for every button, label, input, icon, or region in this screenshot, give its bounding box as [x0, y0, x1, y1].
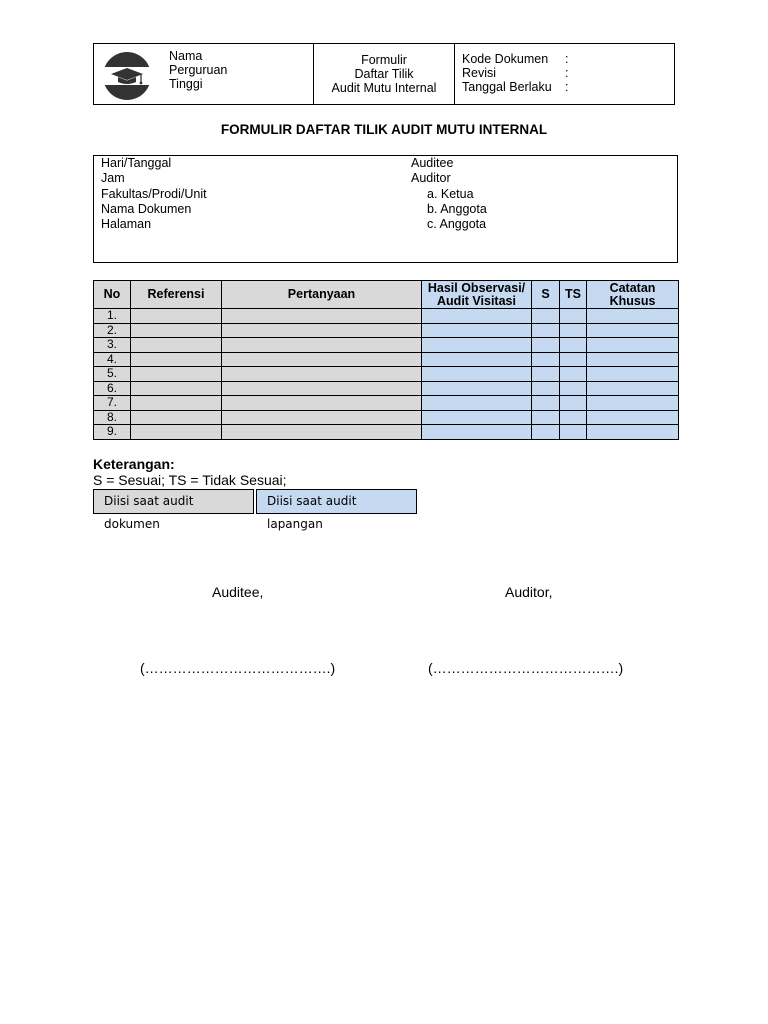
- header-referensi: Referensi: [131, 281, 222, 309]
- cell-ts[interactable]: [560, 367, 587, 382]
- cell-pertanyaan[interactable]: [222, 396, 422, 411]
- table-row: [94, 338, 679, 353]
- cell-ts[interactable]: [560, 352, 587, 367]
- cell-no: 4.: [94, 352, 131, 367]
- legend-blue-swatch: Diisi saat audit lapangan: [256, 489, 417, 514]
- cell-hasil-observasi[interactable]: [422, 396, 532, 411]
- document-title: FORMULIR DAFTAR TILIK AUDIT MUTU INTERNAL: [220, 122, 548, 137]
- cell-catatan[interactable]: [587, 323, 679, 338]
- cell-pertanyaan[interactable]: [222, 367, 422, 382]
- header-no: No: [94, 281, 131, 309]
- cell-catatan[interactable]: [587, 410, 679, 425]
- cell-hasil-observasi[interactable]: [422, 367, 532, 382]
- cell-pertanyaan[interactable]: [222, 410, 422, 425]
- cell-pertanyaan[interactable]: [222, 323, 422, 338]
- cell-hasil-observasi[interactable]: [422, 309, 532, 324]
- cell-referensi[interactable]: [131, 323, 222, 338]
- meta-label: Revisi: [462, 66, 497, 80]
- cell-ts[interactable]: [560, 396, 587, 411]
- cell-ts[interactable]: [560, 323, 587, 338]
- cell-referensi[interactable]: [131, 396, 222, 411]
- header-catatan-line: Catatan: [609, 280, 656, 295]
- table-row: [94, 410, 679, 425]
- form-title-line: Audit Mutu Internal: [331, 81, 437, 95]
- cell-no: 9.: [94, 425, 131, 440]
- info-field-label: Halaman: [101, 217, 152, 232]
- institution-cell: [94, 44, 314, 104]
- cell-no: 2.: [94, 323, 131, 338]
- cell-no: 8.: [94, 410, 131, 425]
- cell-pertanyaan[interactable]: [222, 338, 422, 353]
- legend-text: S = Sesuai; TS = Tidak Sesuai;: [93, 472, 287, 488]
- cell-s[interactable]: [532, 367, 560, 382]
- cell-s[interactable]: [532, 381, 560, 396]
- meta-separator: :: [565, 66, 569, 80]
- info-field-label: Hari/Tanggal: [101, 156, 172, 170]
- info-sub-label: b. Anggota: [427, 201, 487, 216]
- meta-label: Tanggal Berlaku: [462, 80, 552, 94]
- graduation-cap-icon: [103, 52, 151, 100]
- header-hasil-observasi: [422, 281, 532, 309]
- cell-s[interactable]: [532, 338, 560, 353]
- auditee-signature-line: (………………………………….): [140, 660, 336, 676]
- table-row: [94, 425, 679, 440]
- cell-no: 6.: [94, 381, 131, 396]
- table-row: [94, 323, 679, 338]
- info-field-label: Auditee: [411, 156, 454, 170]
- checklist-table: [93, 280, 679, 440]
- info-sub-label: c. Anggota: [427, 217, 487, 232]
- cell-referensi[interactable]: [131, 381, 222, 396]
- cell-hasil-observasi[interactable]: [422, 410, 532, 425]
- meta-row-revisi: [462, 66, 674, 80]
- cell-s[interactable]: [532, 323, 560, 338]
- info-field-label: Auditor: [411, 171, 451, 186]
- form-title-line: Daftar Tilik: [354, 67, 414, 81]
- cell-ts[interactable]: [560, 381, 587, 396]
- document-header: [93, 43, 675, 105]
- cell-s[interactable]: [532, 352, 560, 367]
- cell-hasil-observasi[interactable]: [422, 352, 532, 367]
- cell-no: 1.: [94, 309, 131, 324]
- cell-catatan[interactable]: [587, 367, 679, 382]
- cell-hasil-observasi[interactable]: [422, 323, 532, 338]
- info-field-label: Jam: [101, 171, 125, 186]
- cell-s[interactable]: [532, 309, 560, 324]
- info-field-label: Fakultas/Prodi/Unit: [101, 186, 207, 201]
- institution-line: Perguruan: [169, 63, 228, 77]
- header-ts: TS: [560, 281, 587, 309]
- cell-catatan[interactable]: [587, 338, 679, 353]
- cell-referensi[interactable]: [131, 309, 222, 324]
- cell-pertanyaan[interactable]: [222, 425, 422, 440]
- meta-row-kode: [462, 52, 674, 66]
- cell-catatan[interactable]: [587, 381, 679, 396]
- cell-ts[interactable]: [560, 425, 587, 440]
- cell-pertanyaan[interactable]: [222, 352, 422, 367]
- cell-pertanyaan[interactable]: [222, 309, 422, 324]
- info-left-column: [101, 156, 207, 232]
- table-header-row: [94, 281, 679, 309]
- header-catatan-line: Khusus: [609, 293, 656, 308]
- header-s: S: [532, 281, 560, 309]
- audit-info-box: [93, 155, 678, 263]
- cell-s[interactable]: [532, 425, 560, 440]
- auditor-signature-label: Auditor,: [505, 584, 553, 600]
- cell-s[interactable]: [532, 410, 560, 425]
- cell-catatan[interactable]: [587, 396, 679, 411]
- table-row: [94, 396, 679, 411]
- cell-no: 5.: [94, 367, 131, 382]
- cell-hasil-observasi[interactable]: [422, 381, 532, 396]
- table-row: [94, 352, 679, 367]
- info-right-column: [411, 156, 487, 232]
- cell-referensi[interactable]: [131, 410, 222, 425]
- info-sub-label: a. Ketua: [427, 186, 474, 201]
- meta-label: Kode Dokumen: [462, 52, 549, 66]
- cell-catatan[interactable]: [587, 309, 679, 324]
- institution-line: Tinggi: [169, 77, 203, 91]
- table-row: [94, 367, 679, 382]
- table-row: [94, 381, 679, 396]
- legend-title: Keterangan:: [93, 456, 175, 472]
- cell-no: 7.: [94, 396, 131, 411]
- cell-ts[interactable]: [560, 410, 587, 425]
- cell-s[interactable]: [532, 396, 560, 411]
- cell-pertanyaan[interactable]: [222, 381, 422, 396]
- meta-row-tanggal: [462, 80, 674, 94]
- checklist-body: [94, 309, 679, 440]
- cell-referensi[interactable]: [131, 352, 222, 367]
- cell-hasil-observasi[interactable]: [422, 338, 532, 353]
- info-field-label: Nama Dokumen: [101, 201, 192, 216]
- meta-separator: :: [565, 80, 569, 94]
- cell-catatan[interactable]: [587, 425, 679, 440]
- header-pertanyaan: Pertanyaan: [222, 281, 422, 309]
- document-meta: [455, 44, 674, 104]
- cell-ts[interactable]: [560, 338, 587, 353]
- cell-referensi[interactable]: [131, 367, 222, 382]
- cell-referensi[interactable]: [131, 425, 222, 440]
- form-title-cell: [314, 44, 455, 104]
- legend-grey-swatch: Diisi saat audit dokumen: [93, 489, 254, 514]
- institution-name: [169, 49, 279, 91]
- institution-line: Nama: [169, 49, 203, 63]
- header-hasil-line: Audit Visitasi: [437, 293, 516, 308]
- table-row: [94, 309, 679, 324]
- cell-no: 3.: [94, 338, 131, 353]
- cell-hasil-observasi[interactable]: [422, 425, 532, 440]
- header-hasil-line: Hasil Observasi/: [427, 280, 526, 295]
- form-title-line: Formulir: [361, 53, 407, 67]
- cell-catatan[interactable]: [587, 352, 679, 367]
- cell-ts[interactable]: [560, 309, 587, 324]
- meta-separator: :: [565, 52, 569, 66]
- auditor-signature-line: (………………………………….): [428, 660, 624, 676]
- auditee-signature-label: Auditee,: [212, 584, 264, 600]
- header-catatan: [587, 281, 679, 309]
- cell-referensi[interactable]: [131, 338, 222, 353]
